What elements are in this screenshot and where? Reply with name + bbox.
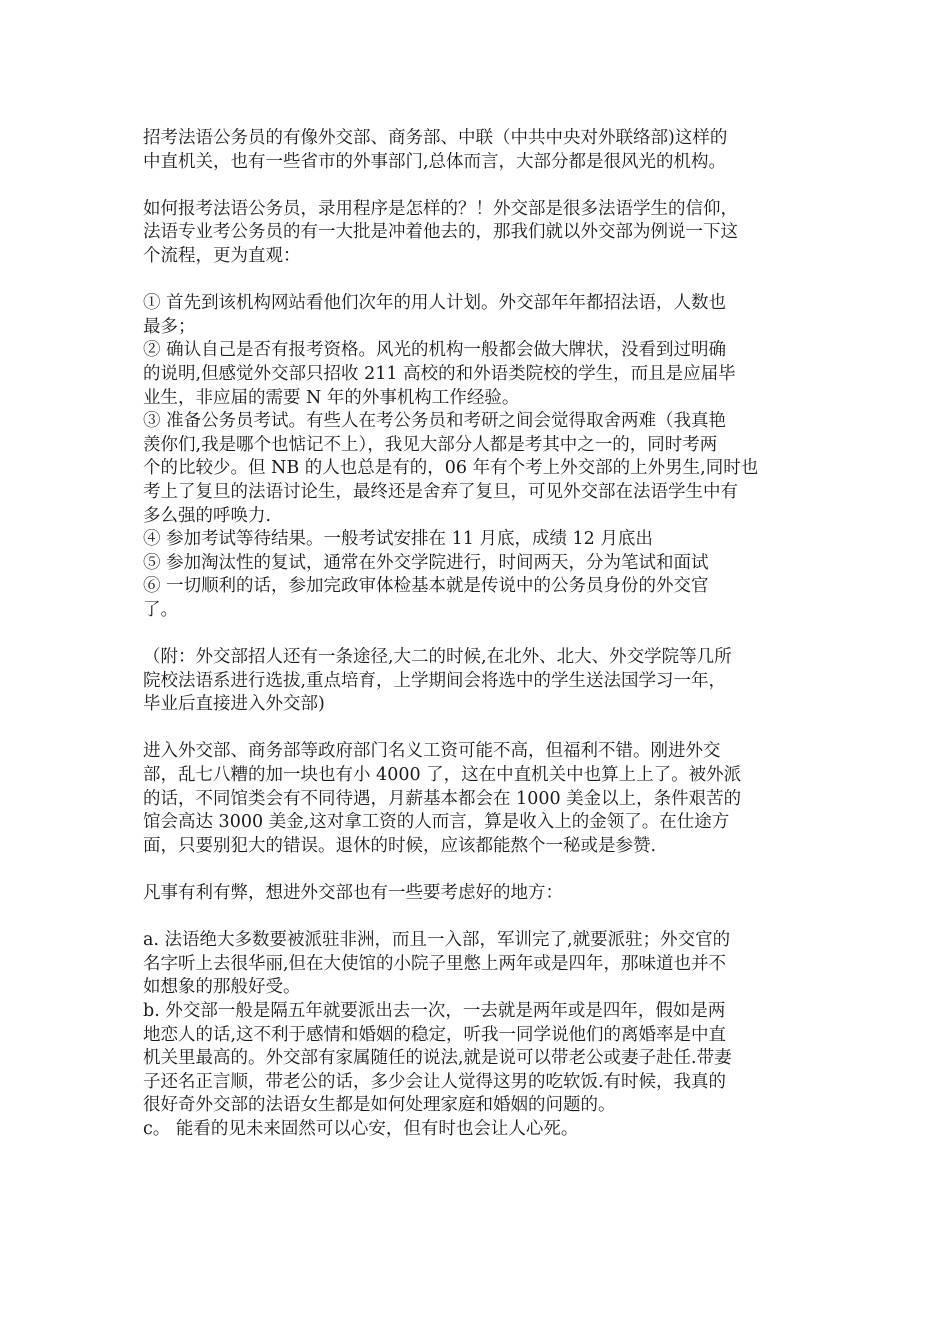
text-line: 业生，非应届的需要 N 年的外事机构工作经验。 (143, 387, 520, 408)
text-line: 最多； (143, 316, 196, 337)
text-line: ⑥ 一切顺利的话，参加完政审体检基本就是传说中的公务员身份的外交官 (143, 576, 709, 597)
text-line: 法语专业考公务员的有一大批是冲着他去的，那我们就以外交部为例说一下这 (143, 222, 738, 243)
text-line: 中直机关，也有一些省市的外事部门,总体而言，大部分都是很风光的机构。 (143, 151, 727, 172)
text-line: 地恋人的话,这不利于感情和婚姻的稳定，听我一同学说他们的离婚率是中直 (143, 1024, 727, 1045)
paragraph (143, 198, 803, 269)
text-line: 名字听上去很华丽,但在大使馆的小院子里憋上两年或是四年，那味道也并不 (143, 953, 727, 974)
text-line: 个的比较少。但 NB 的人也总是有的，06 年有个考上外交部的上外男生,同时也 (143, 458, 759, 479)
text-line: 了。 (143, 599, 178, 620)
text-line: 院校法语系进行选拔,重点培育，上学期间会将选中的学生送法国学习一年， (143, 670, 727, 691)
text-line: 考上了复旦的法语讨论生，最终还是舍弃了复旦，可见外交部在法语学生中有 (143, 481, 738, 502)
text-line: 很好奇外交部的法语女生都是如何处理家庭和婚姻的问题的。 (143, 1095, 616, 1116)
text-line: 如想象的那般好受。 (143, 977, 301, 998)
text-line: c。 能看的见未来固然可以心安，但有时也会让人心死。 (143, 1118, 579, 1139)
text-line: 进入外交部、商务部等政府部门名义工资可能不高，但福利不错。刚进外交 (143, 741, 721, 762)
text-line: a. 法语绝大多数要被派驻非洲，而且一入部，军训完了,就要派驻；外交官的 (143, 930, 731, 951)
text-line: ② 确认自己是否有报考资格。风光的机构一般都会做大牌状，没看到过明确 (143, 340, 727, 361)
text-line: 子还名正言顺，带老公的话，多少会让人觉得这男的吃软饭.有时候，我真的 (143, 1071, 727, 1092)
paragraph (143, 646, 803, 717)
paragraph (143, 882, 803, 906)
text-line: 毕业后直接进入外交部) (143, 694, 325, 715)
document-body (143, 127, 803, 1165)
text-line: ③ 准备公务员考试。有些人在考公务员和考研之间会觉得取舍两难（我真艳 (143, 411, 727, 432)
text-line: 凡事有利有弊，想进外交部也有一些要考虑好的地方： (143, 883, 563, 903)
paragraph (143, 929, 803, 1141)
text-line: 部，乱七八糟的加一块也有小 4000 了，这在中直机关中也算上上了。被外派 (143, 765, 742, 786)
text-line: （附：外交部招人还有一条途径,大二的时候,在北外、北大、外交学院等几所 (143, 647, 732, 668)
text-line: 羡你们,我是哪个也惦记不上），我见大部分人都是考其中之一的，同时考两 (143, 434, 718, 455)
text-line: 如何报考法语公务员，录用程序是怎样的？！外交部是很多法语学生的信仰， (143, 198, 738, 219)
paragraph (143, 292, 803, 622)
text-line: 馆会高达 3000 美金,这对拿工资的人而言，算是收入上的金领了。在仕途方 (143, 812, 730, 833)
paragraph (143, 740, 803, 858)
text-line: 多么强的呼唤力. (143, 505, 272, 526)
text-line: 机关里最高的。外交部有家属随任的说法,就是说可以带老公或妻子赴任.带妻 (143, 1048, 732, 1069)
text-line: 面，只要别犯大的错误。退休的时候，应该都能熬个一秘或是参赞. (143, 835, 657, 856)
text-line: b. 外交部一般是隔五年就要派出去一次，一去就是两年或是四年，假如是两 (143, 1000, 726, 1021)
paragraph (143, 127, 803, 174)
text-line: ④ 参加考试等待结果。一般考试安排在 11 月底，成绩 12 月底出 (143, 529, 653, 550)
text-line: ⑤ 参加淘汰性的复试，通常在外交学院进行，时间两天，分为笔试和面试 (143, 552, 709, 573)
text-line: 的话，不同馆类会有不同待遇，月薪基本都会在 1000 美金以上，条件艰苦的 (143, 788, 742, 809)
text-line: 的说明,但感觉外交部只招收 211 高校的和外语类院校的学生，而且是应届毕 (143, 363, 736, 384)
text-line: 个流程，更为直观： (143, 245, 301, 266)
text-line: ① 首先到该机构网站看他们次年的用人计划。外交部年年都招法语，人数也 (143, 293, 727, 314)
text-line: 招考法语公务员的有像外交部、商务部、中联（中共中央对外联络部)这样的 (143, 128, 728, 148)
